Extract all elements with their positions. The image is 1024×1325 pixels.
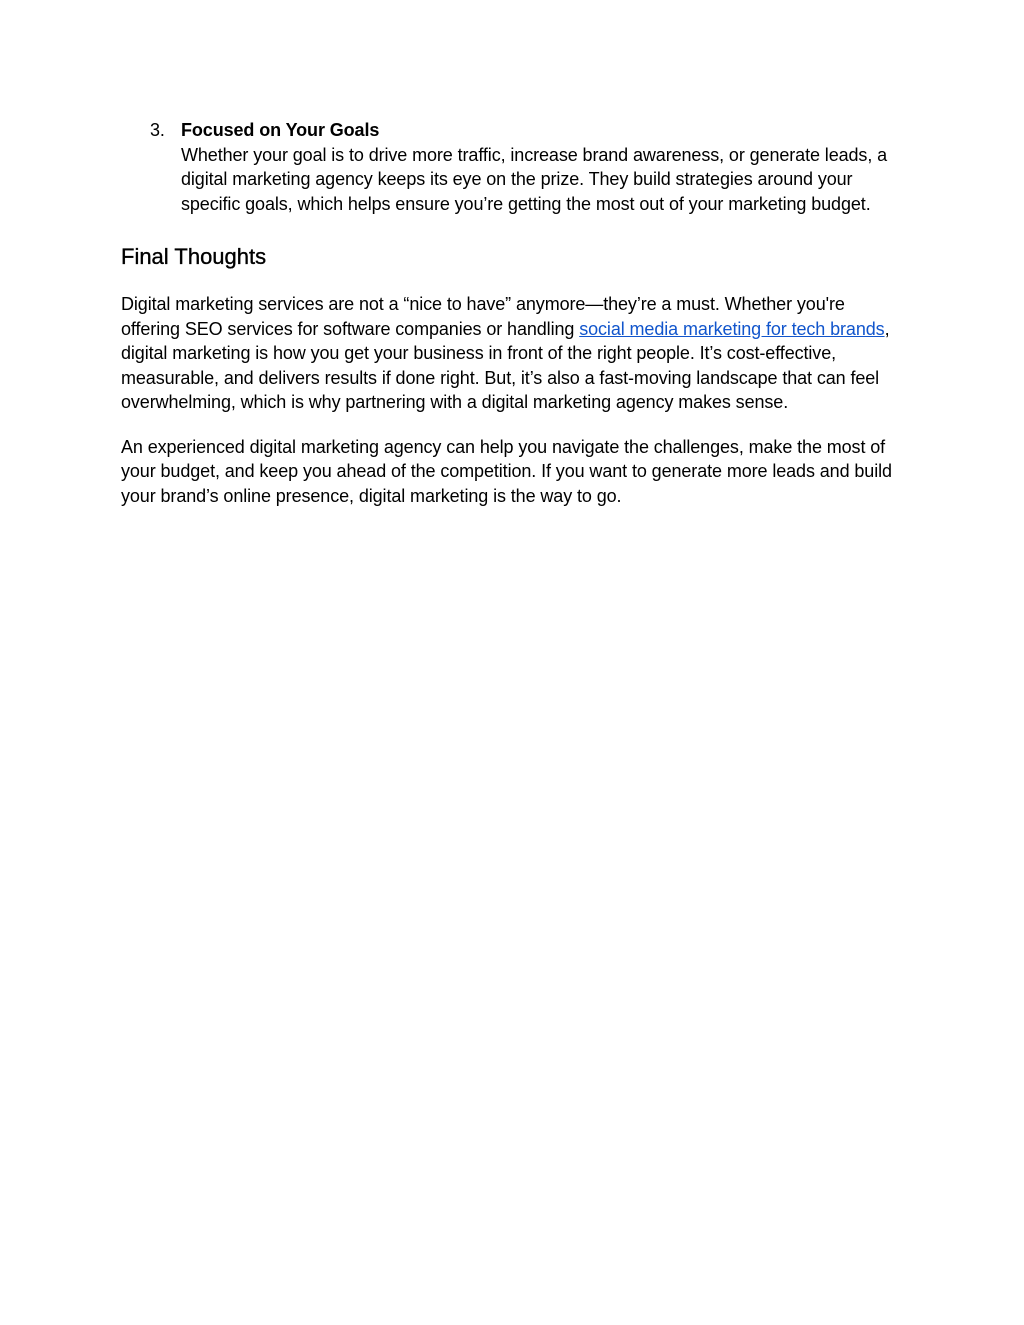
section-heading: Final Thoughts	[121, 244, 267, 269]
list-item-title: Focused on Your Goals	[181, 120, 380, 140]
paragraph-text-after-link: , digital marketing is how you get your business in front of the right people. It’s cost-effective, measurable, and delivers results if done right. But, it’s also a fast-moving landscape that can feel overwhelming, which is why partnering with a digital marketing agency makes sense.	[121, 318, 890, 412]
paragraph-final-thoughts-1	[121, 292, 906, 415]
list-item-body: Whether your goal is to drive more traffic, increase brand awareness, or generate leads, a digital marketing agency keeps its eye on the prize. They build strategies around your specific goals, which helps ensure you’re getting the most out of your marketing budget.	[181, 144, 888, 214]
document-content	[121, 118, 906, 508]
paragraph-text-before-link: Digital marketing services are not a “nice to have” anymore—they’re a must. Whether you're offering SEO services for software companies or handling	[121, 294, 845, 339]
list-item	[121, 118, 906, 216]
social-media-marketing-link[interactable]: social media marketing for tech brands	[579, 318, 885, 339]
list-item-number: 3.	[150, 120, 165, 140]
paragraph-final-thoughts-2: An experienced digital marketing agency can help you navigate the challenges, make the most of your budget, and keep you ahead of the competition. If you want to generate more leads and build your brand’s online presence, digital marketing is the way to go.	[121, 436, 892, 506]
